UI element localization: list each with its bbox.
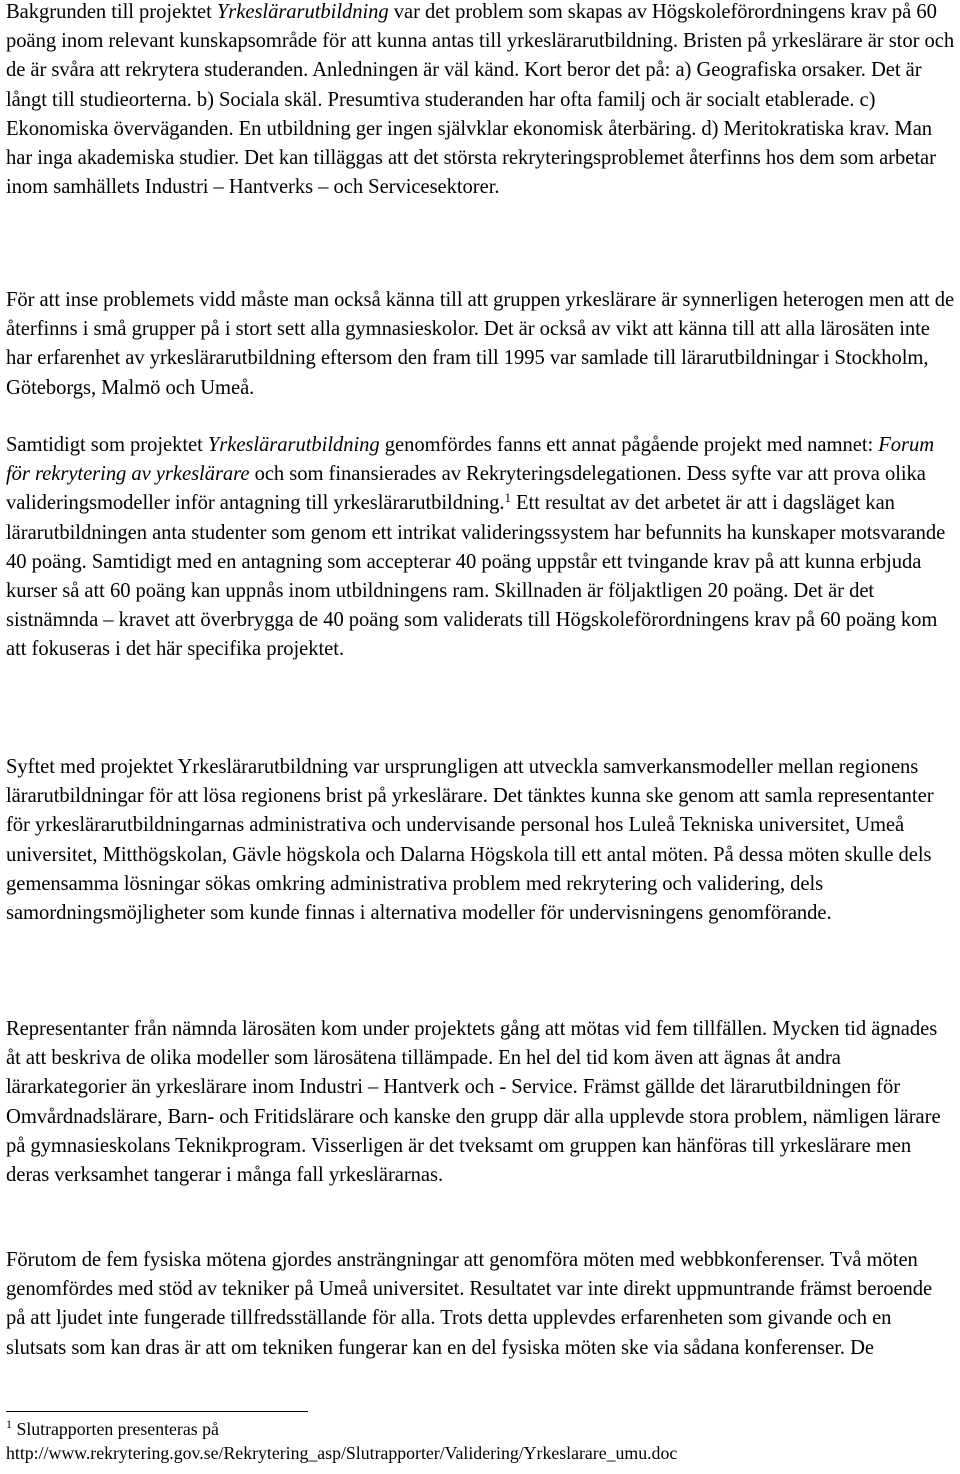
paragraph-text: Syftet med projektet Yrkeslärarutbildning var ursprungligen att utveckla samverkansmodeller mellan regionens lärarutbildningar för att lösa regionens brist på yrkeslärare. Det tänktes kunna ske genom att samla representanter för yrkeslärarutbildningarnas administrativa och undervisande personal hos Luleå Tekniska universitet, Umeå universitet, Mitthögskolan, Gävle högskola och Dalarna Högskola till ett antal möten. På dessa möten skulle dels gemensamma lösningar sökas omkring administrativa problem med rekrytering och validering, dels samordningsmöjligheter som kunde finnas i alternativa modeller för undervisningens genomförande. — [6, 756, 934, 925]
footnote-text: Slutrapporten presenteras på — [12, 1419, 219, 1439]
paragraph-text: För att inse problemets vidd måste man också känna till att gruppen yrkeslärare är synnerligen heterogen men att de återfinns i små grupper på i stort sett alla gymnasieskolor. Det är också av vikt att känna till att alla lärosäten inte har erfarenhet av yrkeslärarutbildning eftersom den fram till 1995 var samlade till lärarutbildningar i Stockholm, Göteborgs, Malmö och Umeå. — [6, 289, 955, 399]
footnote-url-link[interactable]: http://www.rekrytering.gov.se/Rekrytering_asp/Slutrapporter/Validering/Yrkeslarare_umu.doc — [6, 1442, 678, 1463]
footnote-url-line — [6, 1442, 956, 1466]
italic-title: Yrkeslärarutbildning — [207, 434, 380, 456]
paragraph-samtidigt — [6, 431, 956, 665]
footnote-divider — [6, 1411, 308, 1412]
paragraph-text: Samtidigt som projektet — [6, 434, 208, 456]
paragraph-text: Ett resultat av det arbetet är att i dagsläget kan lärarutbildningen anta studenter som genom ett intrikat valideringssystem har befunnits ha kunskaper motsvarande 40 poäng. Samtidigt med en antagning som accepterar 40 poäng uppstår ett tvingande krav på att kunna erbjuda kurser så att 60 poäng kan uppnås inom utbildningens ram. Skillnaden är följaktligen 20 poäng. Det är det sistnämnda – kravet att överbrygga de 40 poäng som validerats till Högskoleförordningens krav på 60 poäng kom att fokuseras i det här specifika projektet. — [6, 492, 946, 661]
paragraph-text: Bakgrunden till projektet — [6, 1, 217, 23]
footnote-reference: 1 — [504, 490, 511, 506]
paragraph-text: Förutom de fem fysiska mötena gjordes ansträngningar att genomföra möten med webbkonferenser. Två möten genomfördes med stöd av tekniker på Umeå universitet. Resultatet var inte direkt uppmuntrande främst beroende på att ljudet inte fungerade tillfredsställande för alla. Trots detta upplevdes erfarenheten som givande och en slutsats som kan dras är att om tekniken fungerar kan en del fysiska möten ske via sådana konferenser. De — [6, 1249, 933, 1359]
italic-title: Forum för rekrytering av yrkeslärare — [6, 434, 935, 486]
paragraph-bakgrund — [6, 0, 956, 202]
paragraph-representanter — [6, 1015, 956, 1190]
footnote-line — [6, 1418, 956, 1442]
footnote — [6, 1418, 956, 1465]
paragraph-text: och som finansierades av Rekryteringsdelegationen. Dess syfte var att prova olika valideringsmodeller inför antagning till yrkeslärarutbildning. — [6, 463, 926, 515]
paragraph-text: Representanter från nämnda lärosäten kom under projektets gång att mötas vid fem tillfällen. Mycken tid ägnades åt att beskriva de olika modeller som lärosätena tillämpade. En hel del tid kom även att ägnas åt andra lärarkategorier än yrkeslärare inom Industri – Hantverk och - Service. Främst gällde det lärarutbildningen för Omvårdnadslärare, Barn- och Fritidslärare och kanske den grupp där alla upplevde stora problem, nämligen lärare på gymnasieskolans Teknikprogram. Visserligen är det tveksamt om gruppen kan hänföras till yrkeslärare men deras verksamhet tangerar i många fall yrkeslärarnas. — [6, 1018, 941, 1187]
paragraph-problemets-vidd — [6, 286, 956, 403]
paragraph-text: var det problem som skapas av Högskoleförordningens krav på 60 poäng inom relevant kunskapsområde för att kunna antas till yrkeslärarutbildning. Bristen på yrkeslärare är stor och de är svåra att rekrytera studeranden. Anledningen är väl känd. Kort beror det på: a) Geografiska orsaker. Det är långt till studieorterna. b) Sociala skäl. Presumtiva studeranden har ofta familj och är socialt etablerade. c) Ekonomiska överväganden. En utbildning ger ingen självklar ekonomisk återbäring. d) Meritokratiska krav. Man har inga akademiska studier. Det kan tilläggas att det största rekryteringsproblemet återfinns hos dem som arbetar inom samhällets Industri – Hantverks – och Servicesektorer. — [6, 1, 955, 199]
paragraph-forutom — [6, 1246, 956, 1363]
footnote-marker: 1 — [6, 1416, 12, 1431]
paragraph-syftet — [6, 753, 956, 928]
italic-title: Yrkeslärarutbildning — [216, 1, 389, 23]
paragraph-text: genomfördes fanns ett annat pågående projekt med namnet: — [379, 434, 879, 456]
